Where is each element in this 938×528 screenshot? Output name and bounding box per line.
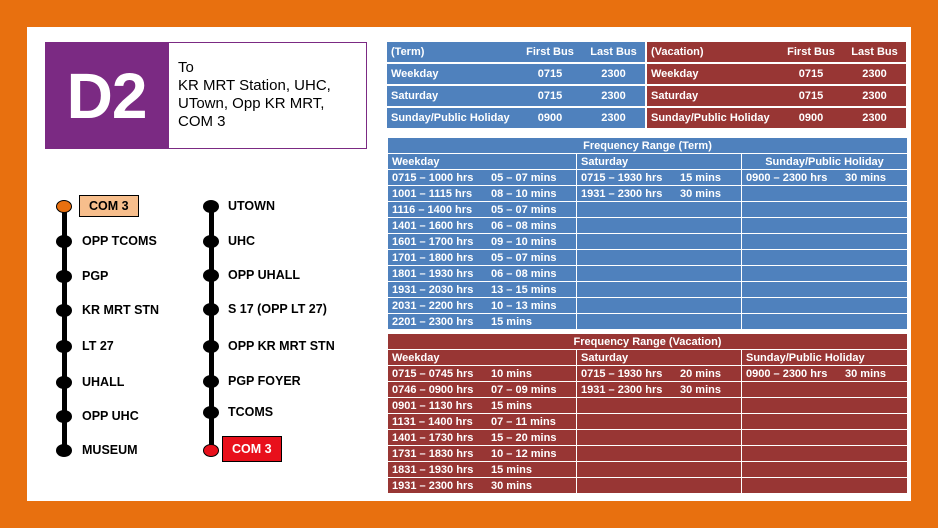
- stop-marker: [56, 200, 72, 213]
- stop-marker: [203, 375, 219, 388]
- frequency-cell: [742, 382, 908, 398]
- stop-label: PGP FOYER: [228, 374, 301, 388]
- time-range: 0900 – 2300 hrs: [746, 171, 828, 184]
- stop-marker: [203, 406, 219, 419]
- interval: 06 – 08 mins: [491, 267, 557, 280]
- time-range: 0715 – 0745 hrs: [392, 367, 474, 380]
- route-badge: D2: [45, 42, 168, 149]
- interval: 30 mins: [845, 367, 886, 380]
- interval: 07 – 09 mins: [491, 383, 557, 396]
- frequency-cell: [742, 366, 908, 382]
- vacation-first: 0715: [779, 86, 843, 108]
- frequency-term-title: Frequency Range (Term): [388, 138, 908, 154]
- frequency-row: [388, 478, 908, 494]
- interval: 05 – 07 mins: [491, 171, 557, 184]
- frequency-cell: [577, 266, 742, 282]
- frequency-cell: [742, 234, 908, 250]
- interval: 30 mins: [491, 479, 532, 492]
- column-header: Weekday: [388, 154, 577, 170]
- frequency-cell: [388, 478, 577, 494]
- time-range: 0715 – 1000 hrs: [392, 171, 474, 184]
- time-range: 1931 – 2300 hrs: [581, 187, 663, 200]
- frequency-vacation-table: [387, 333, 908, 494]
- interval: 10 – 12 mins: [491, 447, 557, 460]
- interval: 30 mins: [680, 383, 721, 396]
- time-range: 1131 – 1400 hrs: [392, 415, 473, 428]
- frequency-cell: [577, 314, 742, 330]
- term-first: 0715: [518, 64, 582, 86]
- time-range: 1931 – 2300 hrs: [581, 383, 663, 396]
- term-day: Saturday: [387, 86, 518, 108]
- interval: 15 mins: [491, 315, 532, 328]
- time-range: 0746 – 0900 hrs: [392, 383, 474, 396]
- term-first: 0900: [518, 108, 582, 130]
- stop-label: LT 27: [82, 339, 114, 353]
- frequency-cell: [388, 446, 577, 462]
- frequency-cell: [577, 170, 742, 186]
- time-range: 0900 – 2300 hrs: [746, 367, 828, 380]
- interval: 15 mins: [680, 171, 721, 184]
- stop-marker: [203, 303, 219, 316]
- interval: 05 – 07 mins: [491, 251, 557, 264]
- stop-label: PGP: [82, 269, 109, 283]
- frequency-cell: [388, 218, 577, 234]
- frequency-cell: [577, 186, 742, 202]
- frequency-cell: [742, 250, 908, 266]
- column-header: Weekday: [388, 350, 577, 366]
- time-range: 1931 – 2300 hrs: [392, 479, 474, 492]
- stop-label: TCOMS: [228, 405, 274, 419]
- frequency-cell: [742, 266, 908, 282]
- stop-marker: [56, 340, 72, 353]
- frequency-cell: [577, 446, 742, 462]
- stop-label: OPP UHALL: [228, 268, 300, 282]
- time-range: 1116 – 1400 hrs: [392, 203, 473, 216]
- frequency-cell: [388, 398, 577, 414]
- term-last: 2300: [582, 86, 645, 108]
- time-range: 0901 – 1130 hrs: [392, 399, 473, 412]
- stop-marker: [203, 235, 219, 248]
- frequency-cell: [388, 314, 577, 330]
- frequency-cell: [388, 462, 577, 478]
- frequency-cell: [388, 414, 577, 430]
- frequency-cell: [742, 170, 908, 186]
- frequency-cell: [577, 398, 742, 414]
- frequency-cell: [388, 234, 577, 250]
- time-range: 1401 – 1730 hrs: [392, 431, 474, 444]
- stop-marker: [56, 304, 72, 317]
- frequency-cell: [388, 366, 577, 382]
- frequency-row: [388, 218, 908, 234]
- stop-label: KR MRT STN: [82, 303, 160, 317]
- frequency-cell: [577, 234, 742, 250]
- frequency-cell: [388, 382, 577, 398]
- stop-label: COM 3: [222, 436, 282, 462]
- frequency-cell: [742, 298, 908, 314]
- vacation-first: 0715: [779, 64, 843, 86]
- frequency-row: [388, 282, 908, 298]
- vacation-last: 2300: [843, 64, 906, 86]
- stop-label: MUSEUM: [82, 443, 138, 457]
- vacation-times-table: [647, 42, 906, 130]
- frequency-row: [388, 266, 908, 282]
- column-header: Saturday: [577, 350, 742, 366]
- stop-label: OPP UHC: [82, 409, 139, 423]
- stop-marker: [203, 340, 219, 353]
- column-header: Sunday/Public Holiday: [742, 350, 908, 366]
- frequency-cell: [742, 186, 908, 202]
- vacation-day: Saturday: [647, 86, 779, 108]
- frequency-cell: [742, 282, 908, 298]
- frequency-row: [388, 186, 908, 202]
- frequency-cell: [577, 430, 742, 446]
- frequency-cell: [388, 282, 577, 298]
- interval: 05 – 07 mins: [491, 203, 557, 216]
- frequency-cell: [577, 218, 742, 234]
- term-day: Weekday: [387, 64, 518, 86]
- frequency-row: [388, 462, 908, 478]
- stop-label: UHC: [228, 234, 256, 248]
- frequency-term-table: [387, 137, 908, 330]
- frequency-row: [388, 414, 908, 430]
- frequency-cell: [577, 282, 742, 298]
- term-header-label: (Term): [387, 42, 518, 64]
- destination-box: [168, 42, 367, 149]
- term-day: Sunday/Public Holiday: [387, 108, 518, 130]
- stop-marker: [56, 235, 72, 248]
- term-header-first: First Bus: [518, 42, 582, 64]
- term-first: 0715: [518, 86, 582, 108]
- frequency-cell: [388, 266, 577, 282]
- time-range: 1831 – 1930 hrs: [392, 463, 474, 476]
- vacation-first: 0900: [779, 108, 843, 130]
- time-range: 1601 – 1700 hrs: [392, 235, 474, 248]
- stop-label: UHALL: [82, 375, 125, 389]
- frequency-cell: [577, 414, 742, 430]
- interval: 10 – 13 mins: [491, 299, 557, 312]
- interval: 15 – 20 mins: [491, 431, 557, 444]
- frequency-row: [388, 366, 908, 382]
- interval: 30 mins: [845, 171, 886, 184]
- interval: 06 – 08 mins: [491, 219, 557, 232]
- stop-label: COM 3: [79, 195, 139, 217]
- interval: 30 mins: [680, 187, 721, 200]
- frequency-cell: [388, 298, 577, 314]
- frequency-cell: [742, 202, 908, 218]
- frequency-cell: [742, 430, 908, 446]
- stop-marker: [56, 376, 72, 389]
- vacation-header-last: Last Bus: [843, 42, 906, 64]
- frequency-row: [388, 202, 908, 218]
- interval: 15 mins: [491, 399, 532, 412]
- interval: 07 – 11 mins: [491, 415, 556, 428]
- frequency-cell: [388, 430, 577, 446]
- stop-label: UTOWN: [228, 199, 275, 213]
- frequency-row: [388, 250, 908, 266]
- stop-label: OPP TCOMS: [82, 234, 157, 248]
- frequency-cell: [577, 462, 742, 478]
- frequency-cell: [742, 314, 908, 330]
- interval: 08 – 10 mins: [491, 187, 557, 200]
- vacation-day: Weekday: [647, 64, 779, 86]
- destination-line: COM 3: [178, 113, 226, 130]
- frequency-row: [388, 382, 908, 398]
- frequency-row: [388, 234, 908, 250]
- time-range: 0715 – 1930 hrs: [581, 367, 663, 380]
- frequency-row: [388, 298, 908, 314]
- time-range: 2031 – 2200 hrs: [392, 299, 474, 312]
- interval: 10 mins: [491, 367, 532, 380]
- time-range: 1401 – 1600 hrs: [392, 219, 474, 232]
- frequency-cell: [742, 218, 908, 234]
- frequency-cell: [388, 250, 577, 266]
- stop-marker: [56, 410, 72, 423]
- vacation-last: 2300: [843, 86, 906, 108]
- time-range: 1001 – 1115 hrs: [392, 187, 473, 200]
- stop-marker: [203, 200, 219, 213]
- vacation-day: Sunday/Public Holiday: [647, 108, 779, 130]
- frequency-row: [388, 314, 908, 330]
- frequency-cell: [742, 398, 908, 414]
- frequency-cell: [577, 250, 742, 266]
- vacation-header-first: First Bus: [779, 42, 843, 64]
- stop-label: S 17 (OPP LT 27): [228, 302, 327, 316]
- vacation-last: 2300: [843, 108, 906, 130]
- frequency-cell: [577, 382, 742, 398]
- interval: 15 mins: [491, 463, 532, 476]
- time-range: 1931 – 2030 hrs: [392, 283, 474, 296]
- time-range: 1731 – 1830 hrs: [392, 447, 474, 460]
- stop-marker: [203, 269, 219, 282]
- frequency-vacation-title: Frequency Range (Vacation): [388, 334, 908, 350]
- frequency-cell: [742, 462, 908, 478]
- column-header: Saturday: [577, 154, 742, 170]
- frequency-cell: [577, 298, 742, 314]
- term-header-last: Last Bus: [582, 42, 645, 64]
- frequency-row: [388, 446, 908, 462]
- term-last: 2300: [582, 64, 645, 86]
- frequency-row: [388, 398, 908, 414]
- destination-line: KR MRT Station, UHC,: [178, 77, 331, 94]
- column-header: Sunday/Public Holiday: [742, 154, 908, 170]
- interval: 13 – 15 mins: [491, 283, 557, 296]
- frequency-cell: [388, 202, 577, 218]
- interval: 09 – 10 mins: [491, 235, 557, 248]
- vacation-header-label: (Vacation): [647, 42, 779, 64]
- frequency-cell: [742, 446, 908, 462]
- stop-marker: [56, 270, 72, 283]
- interval: 20 mins: [680, 367, 721, 380]
- stop-marker: [203, 444, 219, 457]
- term-last: 2300: [582, 108, 645, 130]
- stop-marker: [56, 444, 72, 457]
- frequency-cell: [742, 414, 908, 430]
- frequency-cell: [577, 202, 742, 218]
- frequency-cell: [388, 170, 577, 186]
- destination-line: To: [178, 59, 194, 76]
- frequency-row: [388, 430, 908, 446]
- time-range: 1701 – 1800 hrs: [392, 251, 474, 264]
- stop-label: OPP KR MRT STN: [228, 339, 335, 353]
- frequency-cell: [577, 478, 742, 494]
- frequency-row: [388, 170, 908, 186]
- frequency-cell: [742, 478, 908, 494]
- destination-line: UTown, Opp KR MRT,: [178, 95, 325, 112]
- frequency-cell: [577, 366, 742, 382]
- frequency-cell: [388, 186, 577, 202]
- term-times-table: [387, 42, 645, 130]
- time-range: 0715 – 1930 hrs: [581, 171, 663, 184]
- time-range: 1801 – 1930 hrs: [392, 267, 474, 280]
- time-range: 2201 – 2300 hrs: [392, 315, 474, 328]
